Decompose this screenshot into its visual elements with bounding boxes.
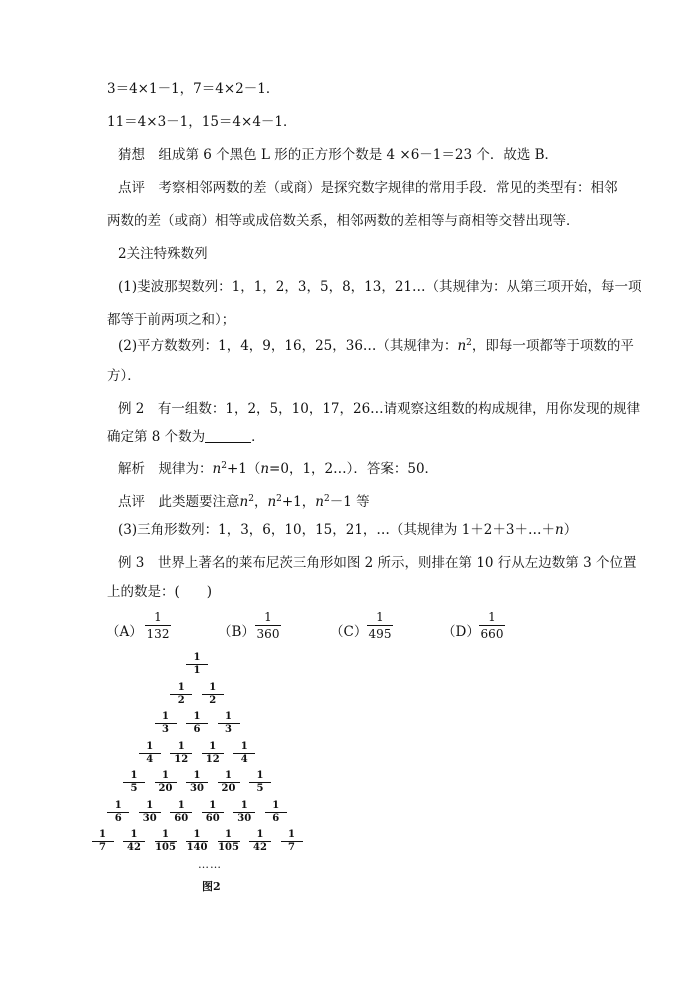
triangle-fraction: 1 42: [123, 829, 145, 854]
triangle-fraction: 1 5: [123, 770, 145, 795]
text-line-11: 例 2 有一组数：1，2，5，10，17，26…请观察这组数的构成规律，用你发现的规律: [118, 401, 641, 417]
triangle-fraction: 1 3: [155, 711, 177, 736]
triangle-fraction: 1 30: [186, 770, 208, 795]
text-line-14: 点评 此类题要注意$n^2$，$n^2+1$，$n^2-1$ 等: [118, 494, 370, 510]
text-line-15: (3)三角形数列：1，3，6，10，15，21，…（其规律为 1＋2＋3＋…＋n）: [118, 522, 578, 538]
triangle-fraction: 1 12: [202, 741, 224, 766]
option-d: （D）: [442, 624, 480, 640]
triangle-fraction: 1 3: [218, 711, 240, 736]
text-line-5: 两数的差（或商）相等或成倍数关系，相邻两数的差相等与商相等交替出现等．: [107, 213, 580, 229]
triangle-fraction: 1 7: [92, 829, 114, 854]
text-line-3: 猜想 组成第 6 个黑色 L 形的正方形个数是 4 ×6－1＝23 个．故选 B．: [118, 147, 559, 163]
triangle-fraction: 1 42: [249, 829, 271, 854]
triangle-fraction: 1 2: [202, 682, 224, 707]
triangle-fraction: 1 6: [186, 711, 208, 736]
text-line-4: 点评 考察相邻两数的差（或商）是探究数字规律的常用手段．常见的类型有：相邻: [118, 180, 618, 196]
option-d-fraction: 1 660: [480, 610, 504, 641]
triangle-fraction: 1 2: [170, 682, 192, 707]
triangle-fraction: 1 5: [249, 770, 271, 795]
triangle-fraction: 1 105: [155, 829, 176, 853]
triangle-fraction: 1 20: [155, 770, 177, 795]
option-a-fraction: 1 132: [146, 610, 170, 641]
triangle-fraction: 1 6: [265, 800, 287, 825]
triangle-fraction: 1 105: [218, 829, 239, 853]
option-c: （C）: [330, 624, 368, 640]
text-line-13: 解析 规律为：$n^2+1(n=0$，1，2…）．答案：50．: [118, 461, 439, 477]
figure-caption: 图2: [202, 880, 221, 893]
triangle-fraction: 1 140: [186, 829, 208, 853]
text-line-2: 11＝4×3－1，15＝4×4－1．: [107, 114, 297, 130]
triangle-fraction: 1 1: [186, 652, 208, 677]
option-b-fraction: 1 360: [256, 610, 280, 641]
triangle-fraction: 1 60: [170, 800, 192, 825]
text-line-16: 例 3 世界上著名的莱布尼茨三角形如图 2 所示，则排在第 10 行从左边数第 3 个位置: [118, 555, 637, 571]
triangle-fraction: 1 20: [218, 770, 240, 795]
triangle-fraction: 1 30: [233, 800, 255, 825]
triangle-continuation-dots: ……: [198, 858, 222, 871]
triangle-fraction: 1 7: [281, 829, 303, 854]
option-a: （A）: [106, 624, 143, 640]
text-line-10: 方）．: [107, 368, 141, 384]
text-line-7: (1)斐波那契数列：1，1，2，3，5，8，13，21…（其规律为：从第三项开始，每一项: [118, 279, 642, 295]
section-heading: 2关注特殊数列: [118, 246, 208, 262]
answer-blank: [205, 429, 251, 443]
option-b: （B）: [218, 624, 255, 640]
text-line-9: (2)平方数数列：1，4，9，16，25，36…（其规律为：$n^2$，即每一项都等于项数的平: [118, 338, 634, 354]
option-c-fraction: 1 495: [368, 610, 392, 641]
text-line-8: 都等于前两项之和）；: [107, 312, 236, 328]
triangle-fraction: 1 4: [233, 741, 255, 766]
triangle-fraction: 1 6: [107, 800, 129, 825]
triangle-fraction: 1 30: [139, 800, 161, 825]
triangle-fraction: 1 12: [170, 741, 192, 766]
text-line-12: 确定第 8 个数为 ．: [107, 429, 265, 445]
text-line-1: 3＝4×1－1，7＝4×2－1．: [107, 81, 280, 97]
triangle-fraction: 1 4: [139, 741, 161, 766]
triangle-fraction: 1 60: [202, 800, 224, 825]
text-line-17: 上的数是：( ): [107, 584, 213, 600]
